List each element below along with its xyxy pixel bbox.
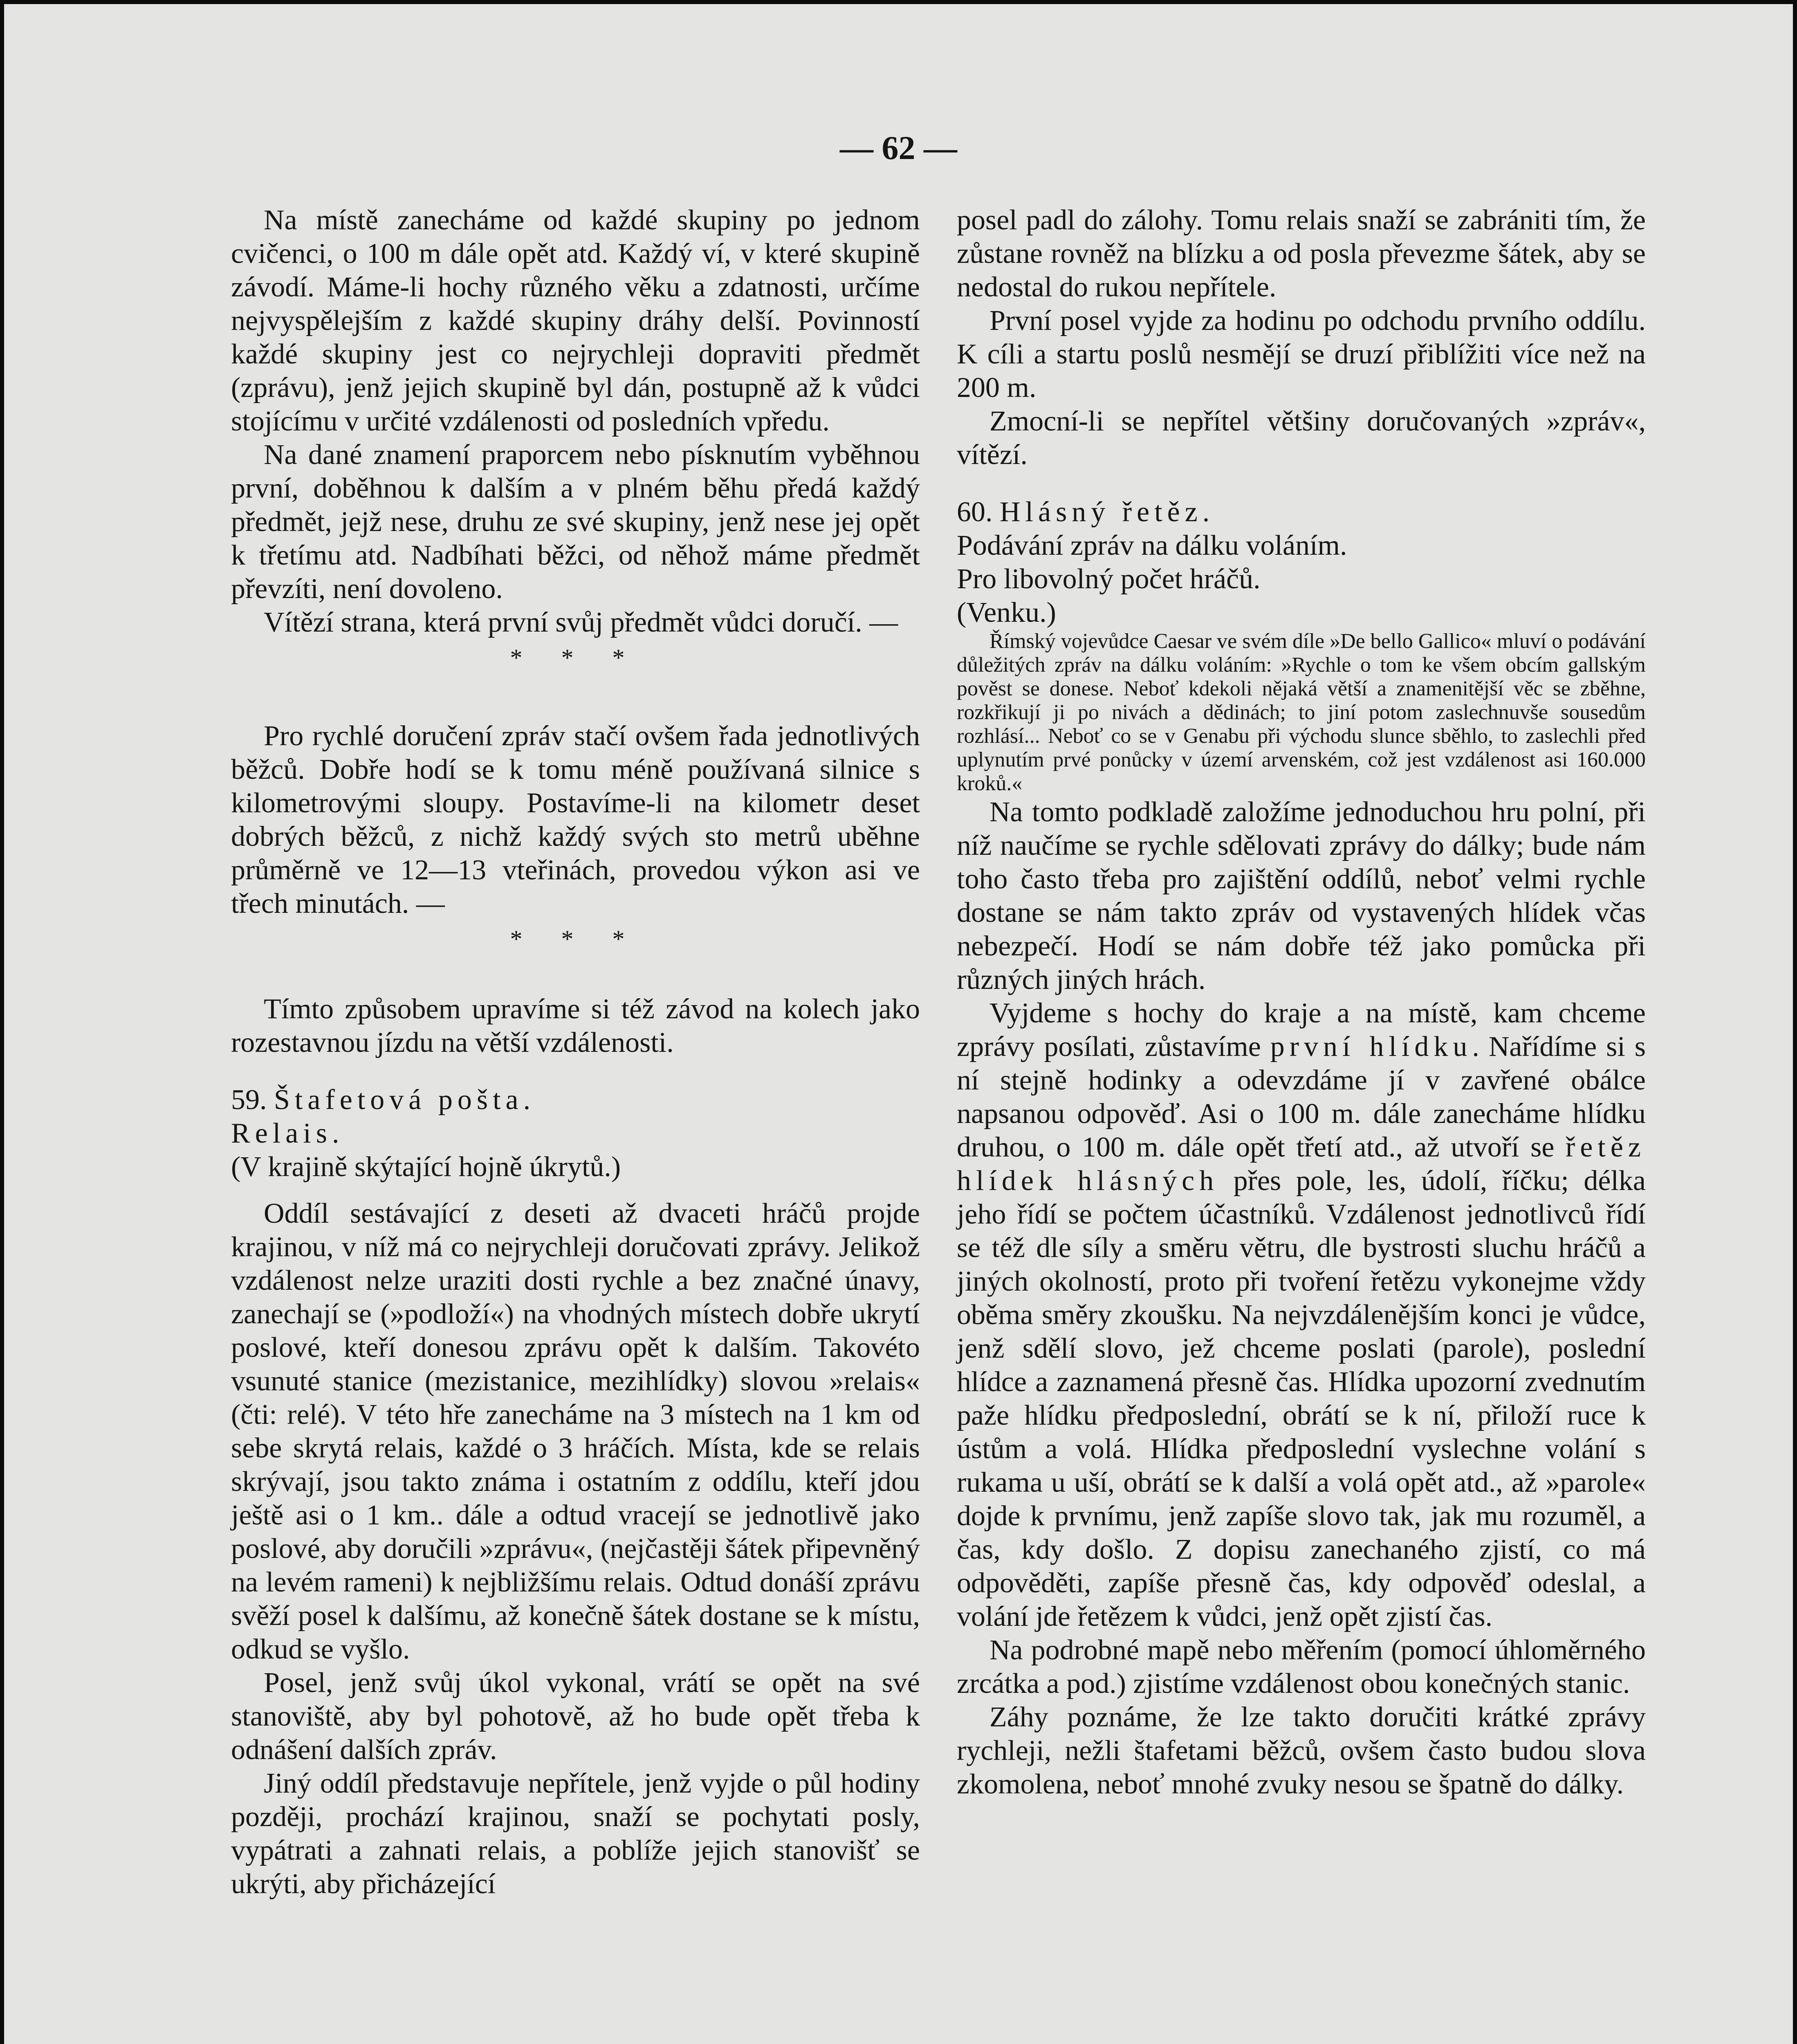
section-players: Pro libovolný počet hráčů. [957,563,1261,595]
historical-quote: Římský vojevůdce Caesar ve svém díle »De bello Gallico« mluví o podávání důležitých zpráv na dálku voláním: »Rychle o tom ke všem obcím gallským pověst se donese. Neboť kdekoli nějaká větší a znamenitější věc se zběhne, rozkřikují ji po nivách a dědinách; to jiní potom zaslechnuvše sousedům rozhlásí... Neboť co se v Genabu při východu slunce sběhlo, to zaslechli před uplynutím prvé ponůcky v území arvenském, což jest vzdálenost asi 160.000 kroků.« [957,630,1646,795]
section-heading [957,495,1646,529]
left-column [231,204,920,1901]
book-page [4,4,1793,2044]
section-subtitle: Podávání zpráv na dálku voláním. [957,530,1347,561]
paragraph: Na podrobné mapě nebo měřením (pomocí úhloměrného zrcátka a pod.) zjistíme vzdálenost obou konečných stanic. [957,1634,1646,1699]
paragraph: posel padl do zálohy. Tomu relais snaží se zabrániti tím, že zůstane rovněž na blízku a od posla převezme šátek, aby se nedostal do rukou nepřítele. [957,204,1646,303]
text-run: přes pole, les, údolí, říčku; délka jeho řídí se počtem účastníků. Vzdálenost jednotlivců řídí se též dle síly a směru větru, dle bystrosti sluchu hráčů a jiných okolností, proto při tvoření řetězu vykonejme vždy oběma směry zkoušku. Na nejvzdálenějším konci je vůdce, jenž sdělí slovo, jež chceme poslati (parole), poslední hlídce a zaznamená přesně čas. Hlídka upozorní zvednutím paže hlídku předposlední, obrátí se k ní, přiloží ruce k ústům a volá. Hlídka předposlední vyslechne volání s rukama u uší, obrátí se k další a volá opět atd., až »parole« dojde k prvnímu, jenž zapíše slovo tak, jak mu rozuměl, a čas, kdy došlo. Z dopisu zanechaného zjistí, co má odpověděti, zapíše přesně čas, kdy odpověď odeslal, a volání jde řetězem k vůdci, jenž opět zjistí čas. [957,1165,1646,1632]
section-title: Štafetová pošta. [274,1084,536,1116]
text-run: Vyjdeme s hochy do kraje a na místě, kam chceme zprávy posílati, zůstavíme [957,997,1646,1062]
right-column [957,204,1646,1801]
paragraph: Zmocní-li se nepřítel většiny doručovaných »zpráv«, vítězí. [957,406,1646,471]
section-subtitle: Relais. [231,1118,344,1149]
page-number: — 62 — [840,129,957,166]
paragraph [957,997,1646,1634]
paragraph: První posel vyjde za hodinu po odchodu prvního oddílu. K cíli a startu poslů nesmějí se druzí přiblížiti více než na 200 m. [957,305,1646,403]
paragraph: Záhy poznáme, že lze takto doručiti krátké zprávy rychleji, nežli štafetami běžců, ovšem často budou slova zkomolena, neboť mnohé zvuky nesou se špatně do dálky. [957,1701,1646,1800]
section-title: Hlásný řetěz. [1000,496,1215,528]
section-divider: * * * [510,644,641,671]
paragraph: Vítězí strana, která první svůj předmět vůdci doručí. — [264,607,898,638]
paragraph: Na dané znamení praporcem nebo písknutím vyběhnou první, doběhnou k dalším a v plném běhu předá každý předmět, jejž nese, druhu ze své skupiny, jenž nese jej opět k třetímu atd. Nadbíhati běžci, od něhož máme předmět převzíti, není dovoleno. [231,439,920,605]
paragraph: Posel, jenž svůj úkol vykonal, vrátí se opět na své stanoviště, aby byl pohotově, až ho bude opět třeba k odnášení dalších zpráv. [231,1667,920,1766]
paragraph: Jiný oddíl představuje nepřítele, jenž vyjde o půl hodiny později, prochází krajinou, snaží se pochytati posly, vypátrati a zahnati relais, a poblíže jejich stanovišť se ukrýti, aby přicházející [231,1768,920,1900]
section-heading [231,1083,920,1117]
emphasis: první hlídku [1270,1031,1472,1062]
text-run: . Nařídíme si s ní stejně hodinky a odevzdáme jí v zavřené obálce napsanou odpověď. Asi o 100 m. dále zanecháme hlídku druhou, o 100 m. dále opět třetí atd., až utvoří se [957,1031,1646,1163]
paragraph: Pro rychlé doručení zpráv stačí ovšem řada jednotlivých běžců. Dobře hodí se k tomu méně používaná silnice s kilometrovými sloupy. Postavíme-li na kilometr deset dobrých běžců, z nichž každý svých sto metrů uběhne průměrně ve 12—13 vteřinách, provedou výkon asi ve třech minutách. — [231,720,920,919]
section-divider: * * * [510,926,641,953]
section-number: 60. [957,496,993,528]
section-number: 59. [231,1084,267,1116]
section-note: (V krajině skýtající hojně úkrytů.) [231,1151,621,1183]
paragraph: Na místě zanecháme od každé skupiny po jednom cvičenci, o 100 m dále opět atd. Každý ví, v které skupině závodí. Máme-li hochy různého věku a zdatnosti, určíme nejvyspělejším z každé skupiny dráhy delší. Povinností každé skupiny jest co nejrychleji dopraviti předmět (zprávu), jenž jejich skupině byl dán, postupně až k vůdci stojícímu v určité vzdálenosti od posledních vpředu. [231,204,920,437]
emphasis: řetěz hlídek hlásných [957,1132,1646,1197]
section-note: (Venku.) [957,597,1056,628]
paragraph: Tímto způsobem upravíme si též závod na kolech jako rozestavnou jízdu na větší vzdálenosti. [231,993,920,1058]
paragraph: Na tomto podkladě založíme jednoduchou hru polní, při níž naučíme se rychle sdělovati zprávy do dálky; bude nám toho často třeba pro zajištění oddílů, neboť velmi rychle dostane se nám takto zpráv od vystavených hlídek včas nebezpečí. Hodí se nám dobře též jako pomůcka při různých jiných hrách. [957,796,1646,995]
paragraph: Oddíl sestávající z deseti až dvaceti hráčů projde krajinou, v níž má co nejrychleji doručovati zprávy. Jelikož vzdálenost nelze uraziti dosti rychle a bez značné únavy, zanechají se (»podloží«) na vhodných místech dobře ukrytí poslové, kteří donesou zprávu opět k dalším. Takovéto vsunuté stanice (mezistanice, mezihlídky) slovou »relais« (čti: relé). V této hře zanecháme na 3 místech na 1 km od sebe skrytá relais, každé o 3 hráčích. Místa, kde se relais skrývají, jsou takto známa i ostatním z oddílu, kteří jdou ještě asi o 1 km.. dále a odtud vracejí se jednotlivě jako poslové, aby doručili »zprávu«, (nejčastěji šátek připevněný na levém rameni) k nejbližšímu relais. Odtud donáší zprávu svěží posel k dalšímu, až konečně šátek dostane se k místu, odkud se vyšlo. [231,1198,920,1665]
